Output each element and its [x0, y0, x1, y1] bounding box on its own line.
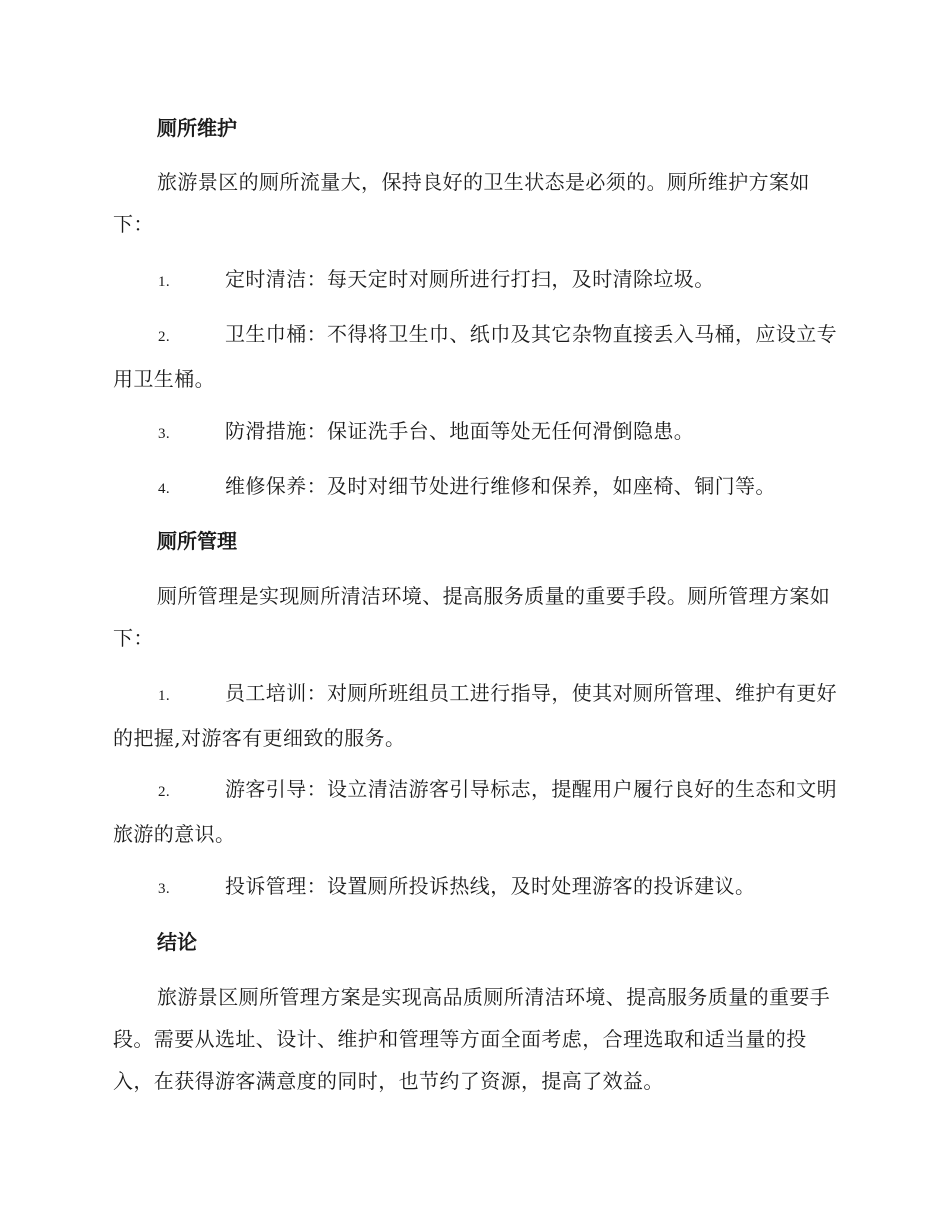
list-item-text: 游客引导：设立清洁游客引导标志，提醒用户履行良好的生态和文明旅游的意识。	[113, 777, 837, 846]
list-item-number: 2.	[158, 784, 171, 800]
section-intro-conclusion: 旅游景区厕所管理方案是实现高品质厕所清洁环境、提高服务质量的重要手段。需要从选址、设计、维护和管理等方面全面考虑，合理选取和适当量的投入，在获得游客满意度的同时，也节约了资源，提高了效益。	[113, 985, 831, 1093]
list-item	[113, 672, 838, 759]
list-item-number: 2.	[158, 329, 171, 345]
list-item-text: 员工培训：对厕所班组员工进行指导，使其对厕所管理、维护有更好的把握,对游客有更细致的服务。	[113, 681, 837, 750]
section-heading-maintenance: 厕所维护	[157, 116, 237, 140]
list-item-text: 投诉管理：设置厕所投诉热线，及时处理游客的投诉建议。	[225, 874, 756, 898]
section-intro-management: 厕所管理是实现厕所清洁环境、提高服务质量的重要手段。厕所管理方案如下：	[113, 584, 831, 650]
list-item-number: 3.	[158, 881, 171, 897]
list-item	[113, 768, 838, 855]
list-item	[113, 313, 838, 400]
section-heading-conclusion: 结论	[157, 930, 197, 954]
list-item	[113, 410, 838, 455]
list-item-number: 1.	[158, 688, 171, 704]
list-item-text: 防滑措施：保证洗手台、地面等处无任何滑倒隐患。	[225, 419, 695, 443]
list-item-text: 定时清洁：每天定时对厕所进行打扫，及时清除垃圾。	[225, 267, 715, 291]
list-item	[113, 258, 838, 303]
list-item-text: 卫生巾桶：不得将卫生巾、纸巾及其它杂物直接丢入马桶，应设立专用卫生桶。	[113, 322, 837, 391]
list-item-number: 3.	[158, 426, 171, 442]
list-item	[113, 865, 838, 910]
list-item-number: 1.	[158, 274, 171, 290]
section-heading-management: 厕所管理	[157, 529, 237, 553]
list-item-number: 4.	[158, 481, 171, 497]
section-intro-maintenance: 旅游景区的厕所流量大，保持良好的卫生状态是必须的。厕所维护方案如下：	[113, 170, 810, 236]
list-item	[113, 465, 838, 510]
list-item-text: 维修保养：及时对细节处进行维修和保养，如座椅、铜门等。	[225, 474, 776, 498]
